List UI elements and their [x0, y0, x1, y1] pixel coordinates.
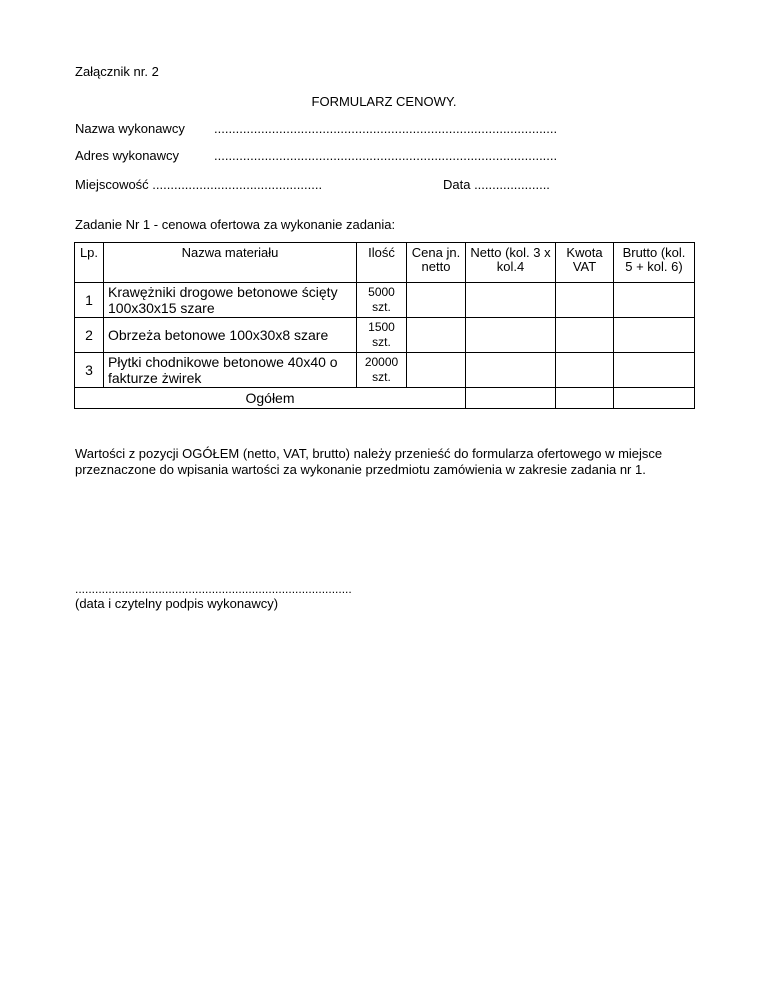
row-unit-price-cell[interactable] — [407, 283, 466, 318]
total-net-cell[interactable] — [466, 388, 556, 409]
total-gross-cell[interactable] — [614, 388, 695, 409]
annex-label: Załącznik nr. 2 — [75, 64, 159, 79]
header-gross: Brutto (kol. 5 + kol. 6) — [614, 243, 695, 283]
total-vat-cell[interactable] — [556, 388, 614, 409]
row-net-cell[interactable] — [466, 353, 556, 388]
row-unit-price-cell[interactable] — [407, 353, 466, 388]
row-lp: 2 — [75, 318, 104, 353]
header-net: Netto (kol. 3 x kol.4 — [466, 243, 556, 283]
transfer-note: Wartości z pozycji OGÓŁEM (netto, VAT, brutto) należy przenieść do formularza ofertowego w miejsce przeznaczone do wpisania wartości za wykonanie przedmiotu zamówienia w zakresie zadania nr 1. — [75, 446, 663, 477]
row-vat-cell[interactable] — [556, 283, 614, 318]
contractor-name-field[interactable]: ............................................................................................... — [214, 121, 558, 136]
total-label: Ogółem — [75, 388, 466, 409]
header-vat: Kwota VAT — [556, 243, 614, 283]
total-row — [75, 388, 695, 409]
locality-field[interactable]: Miejscowość ............................................... — [75, 177, 323, 192]
row-material-name: Płytki chodnikowe betonowe 40x40 o fakturze żwirek — [104, 353, 357, 388]
date-field[interactable]: Data ..................... — [443, 177, 550, 192]
header-unit-price: Cena jn. netto — [407, 243, 466, 283]
signature-field[interactable]: ................................................................................... — [75, 582, 352, 596]
row-gross-cell[interactable] — [614, 353, 695, 388]
form-title: FORMULARZ CENOWY. — [311, 94, 457, 109]
row-material-name: Krawężniki drogowe betonowe ścięty 100x30x15 szare — [104, 283, 357, 318]
table-row — [75, 283, 695, 318]
row-lp: 3 — [75, 353, 104, 388]
task-heading: Zadanie Nr 1 - cenowa ofertowa za wykonanie zadania: — [75, 217, 396, 232]
row-material-name: Obrzeża betonowe 100x30x8 szare — [104, 318, 357, 353]
row-vat-cell[interactable] — [556, 318, 614, 353]
contractor-address-field[interactable]: ............................................................................................... — [214, 148, 558, 163]
row-unit-price-cell[interactable] — [407, 318, 466, 353]
table-header-row — [75, 243, 695, 283]
header-lp: Lp. — [75, 243, 104, 283]
row-quantity: 5000 szt. — [357, 283, 407, 318]
row-lp: 1 — [75, 283, 104, 318]
signature-caption: (data i czytelny podpis wykonawcy) — [75, 596, 279, 611]
contractor-address-label: Adres wykonawcy — [75, 148, 180, 163]
row-quantity: 1500 szt. — [357, 318, 407, 353]
table-row — [75, 318, 695, 353]
table-row — [75, 353, 695, 388]
header-quantity: Ilość — [357, 243, 407, 283]
row-quantity: 20000 szt. — [357, 353, 407, 388]
price-table — [74, 242, 695, 409]
row-gross-cell[interactable] — [614, 318, 695, 353]
row-net-cell[interactable] — [466, 283, 556, 318]
header-material-name: Nazwa materiału — [104, 243, 357, 283]
contractor-name-label: Nazwa wykonawcy — [75, 121, 185, 136]
row-net-cell[interactable] — [466, 318, 556, 353]
row-vat-cell[interactable] — [556, 353, 614, 388]
row-gross-cell[interactable] — [614, 283, 695, 318]
